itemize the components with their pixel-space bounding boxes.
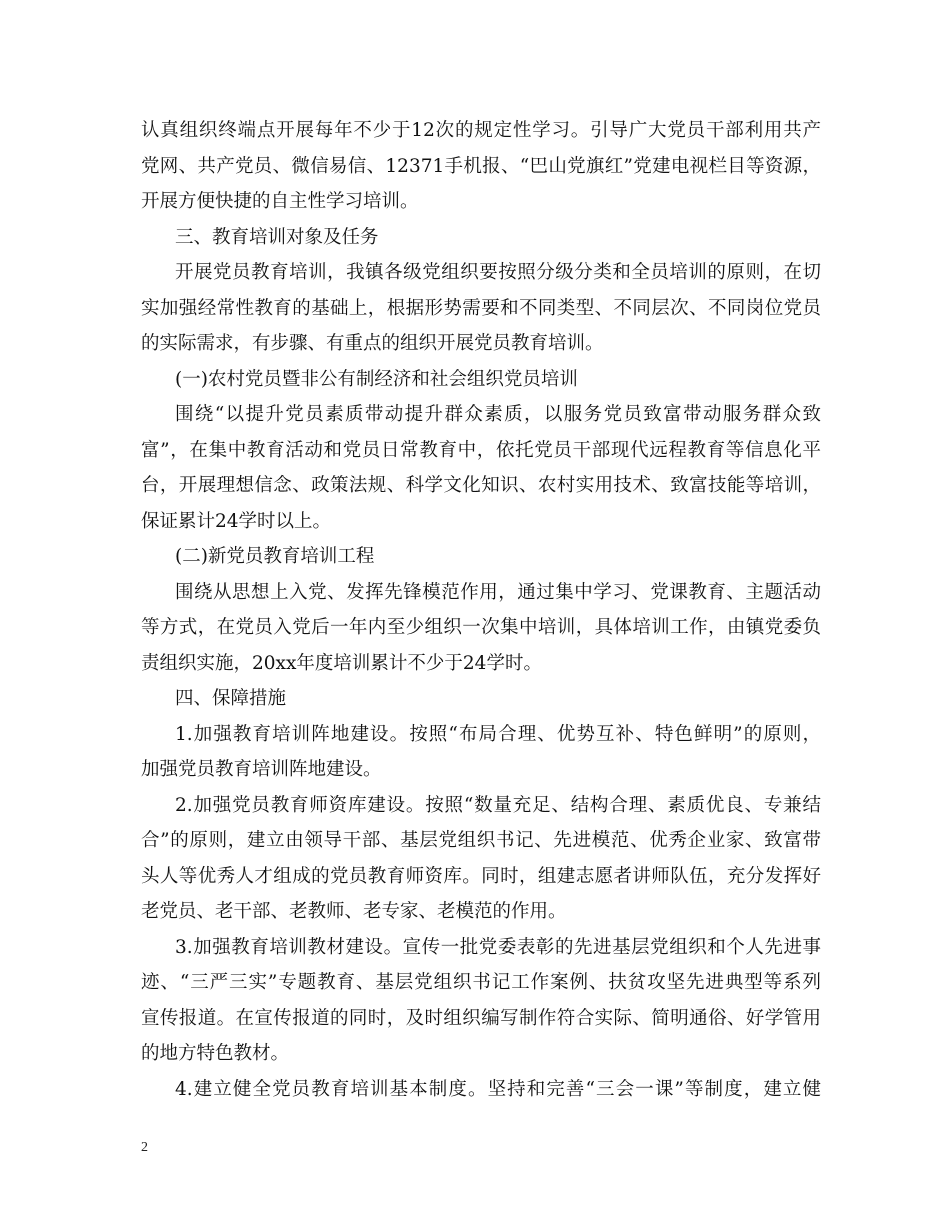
text-line: 的实际需求，有步骤、有重点的组织开展党员教育培训。 [141, 333, 604, 354]
text-line: 责组织实施，20xx年度培训累计不少于24学时。 [141, 652, 542, 674]
text-line: 等方式，在党员入党后一年内至少组织一次集中培训，具体培训工作，由镇党委负 [141, 617, 821, 638]
text-line: 台，开展理想信念、政策法规、科学文化知识、农村实用技术、致富技能等培训， [141, 475, 821, 496]
text-line: 三、教育培训对象及任务 [175, 226, 379, 248]
text-line: 头人等优秀人才组成的党员教育师资库。同时，组建志愿者讲师队伍，充分发挥好 [141, 865, 821, 887]
text-line: 保证累计24学时以上。 [141, 510, 332, 532]
text-line: 四、保障措施 [175, 688, 287, 709]
text-line: 围绕“以提升党员素质带动提升群众素质，以服务党员致富带动服务群众致 [175, 404, 821, 425]
text-line: 开展党员教育培训，我镇各级党组织要按照分级分类和全员培训的原则，在切 [175, 262, 821, 283]
text-line: 3.加强教育培训教材建设。宣传一批党委表彰的先进基层党组织和个人先进事 [175, 936, 821, 958]
text-line: 1.加强教育培训阵地建设。按照“布局合理、优势互补、特色鲜明”的原则， [175, 723, 821, 745]
text-line: 迹、“三严三实”专题教育、基层党组织书记工作案例、扶贫攻坚先进典型等系列 [141, 972, 821, 993]
text-line: 实加强经常性教育的基础上，根据形势需要和不同类型、不同层次、不同岗位党员 [141, 297, 821, 319]
text-line: 开展方便快捷的自主性学习培训。 [141, 191, 419, 212]
document-body [141, 113, 821, 1107]
text-line: 宣传报道。在宣传报道的同时，及时组织编写制作符合实际、简明通俗、好学管用 [141, 1007, 821, 1029]
text-line: (二)新党员教育培训工程 [175, 546, 375, 567]
page-number: 2 [141, 1140, 148, 1155]
text-line: 党网、共产党员、微信易信、12371手机报、“巴山党旗红”党建电视栏目等资源， [141, 155, 821, 177]
text-line: 4.建立健全党员教育培训基本制度。坚持和完善“三会一课”等制度，建立健 [175, 1078, 821, 1100]
text-line: 围绕从思想上入党、发挥先锋模范作用，通过集中学习、党课教育、主题活动 [175, 581, 821, 603]
text-line: 2.加强党员教育师资库建设。按照“数量充足、结构合理、素质优良、专兼结 [175, 794, 821, 816]
text-line: 的地方特色教材。 [141, 1043, 290, 1064]
text-line: 富”，在集中教育活动和党员日常教育中，依托党员干部现代远程教育等信息化平 [141, 439, 821, 461]
text-line: (一)农村党员暨非公有制经济和社会组织党员培训 [175, 368, 578, 390]
text-line: 加强党员教育培训阵地建设。 [141, 759, 382, 780]
text-line: 合”的原则，建立由领导干部、基层党组织书记、先进模范、优秀企业家、致富带 [141, 830, 821, 851]
text-line: 老党员、老干部、老教师、老专家、老模范的作用。 [141, 901, 567, 922]
text-line: 认真组织终端点开展每年不少于12次的规定性学习。引导广大党员干部利用共产 [141, 120, 821, 141]
